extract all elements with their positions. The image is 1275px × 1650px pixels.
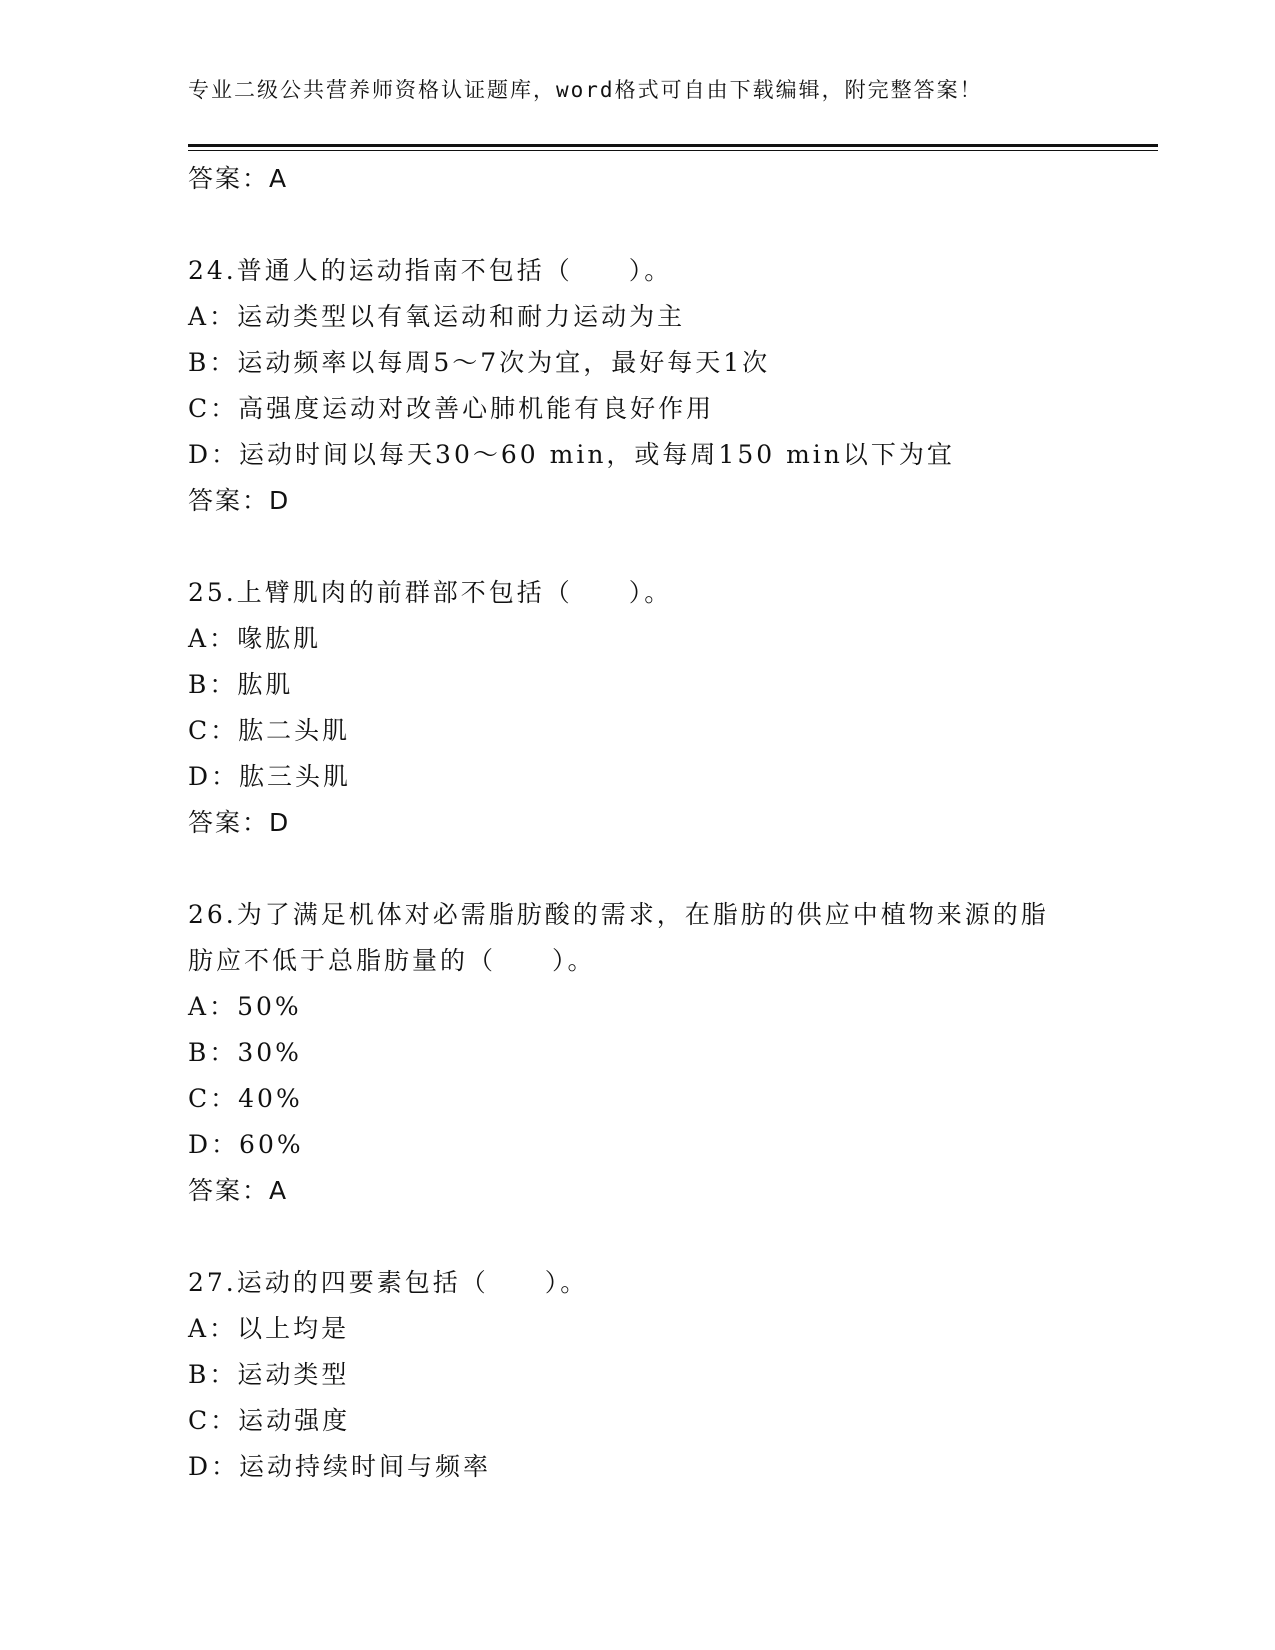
answer-line: 答案：A — [188, 164, 289, 193]
option-key: B： — [188, 1360, 238, 1389]
option-key: C： — [188, 394, 239, 423]
option-b — [188, 1030, 1128, 1076]
option-key: C： — [188, 716, 239, 745]
question-stem — [188, 248, 1128, 294]
option-d — [188, 1122, 1128, 1168]
question-number: 25. — [188, 578, 237, 607]
option-text: 高强度运动对改善心肺机能有良好作用 — [238, 394, 715, 423]
question-block — [188, 570, 1128, 846]
spacer — [188, 846, 1128, 892]
option-key: C： — [188, 1084, 239, 1113]
option-a — [188, 294, 1128, 340]
option-text: 50% — [237, 992, 302, 1021]
question-stem-text: 运动的四要素包括（ ）。 — [236, 1268, 589, 1297]
option-a — [188, 616, 1128, 662]
header-rule-thin — [188, 150, 1158, 151]
option-text: 运动类型 — [237, 1360, 350, 1389]
option-c — [188, 386, 1128, 432]
option-key: C： — [188, 1406, 239, 1435]
option-key: A： — [188, 1314, 238, 1343]
option-a — [188, 984, 1128, 1030]
option-c — [188, 708, 1128, 754]
question-number: 27. — [188, 1268, 237, 1297]
option-text: 以上均是 — [237, 1314, 350, 1343]
option-key: A： — [188, 624, 238, 653]
option-key: D： — [188, 1452, 240, 1481]
question-stem-text: 为了满足机体对必需脂肪酸的需求，在脂肪的供应中植物来源的脂 — [236, 900, 1049, 929]
option-key: B： — [188, 1038, 238, 1067]
option-key: D： — [188, 762, 240, 791]
option-b — [188, 1352, 1128, 1398]
answer-line: 答案：A — [188, 1176, 289, 1205]
option-text: 运动持续时间与频率 — [239, 1452, 492, 1481]
page-header: 专业二级公共营养师资格认证题库，word格式可自由下载编辑，附完整答案！ — [188, 78, 983, 102]
question-stem-text: 上臂肌肉的前群部不包括（ ）。 — [236, 578, 673, 607]
question-stem-text: 普通人的运动指南不包括（ ）。 — [236, 256, 673, 285]
option-key: D： — [188, 440, 240, 469]
option-b — [188, 340, 1128, 386]
question-number: 26. — [188, 900, 237, 929]
option-c — [188, 1076, 1128, 1122]
option-d — [188, 754, 1128, 800]
option-key: D： — [188, 1130, 240, 1159]
option-d — [188, 432, 1128, 478]
option-text: 肱三头肌 — [239, 762, 352, 791]
option-text: 喙肱肌 — [237, 624, 322, 653]
spacer — [188, 524, 1128, 570]
option-key: B： — [188, 670, 238, 699]
option-key: A： — [188, 302, 238, 331]
question-block — [188, 1260, 1128, 1490]
question-list — [188, 156, 1128, 1490]
question-number: 24. — [188, 256, 237, 285]
question-stem — [188, 570, 1128, 616]
option-text: 肱肌 — [237, 670, 294, 699]
option-text: 运动频率以每周5～7次为宜，最好每天1次 — [237, 348, 771, 377]
option-text: 运动强度 — [238, 1406, 351, 1435]
option-text: 30% — [237, 1038, 302, 1067]
option-d — [188, 1444, 1128, 1490]
option-key: B： — [188, 348, 238, 377]
header-rule-thick — [188, 144, 1158, 147]
option-text: 运动时间以每天30～60 min，或每周150 min以下为宜 — [239, 440, 955, 469]
option-b — [188, 662, 1128, 708]
question-stem-continued: 肪应不低于总脂肪量的（ ）。 — [188, 946, 596, 975]
question-stem — [188, 1260, 1128, 1306]
option-text: 60% — [239, 1130, 304, 1159]
option-text: 肱二头肌 — [238, 716, 351, 745]
answer-line: 答案：D — [188, 808, 291, 837]
answer-line: 答案：D — [188, 486, 291, 515]
option-a — [188, 1306, 1128, 1352]
option-key: A： — [188, 992, 238, 1021]
question-stem — [188, 892, 1128, 938]
option-text: 40% — [238, 1084, 303, 1113]
spacer — [188, 1214, 1128, 1260]
spacer — [188, 202, 1128, 248]
question-block — [188, 248, 1128, 524]
question-block — [188, 892, 1128, 1214]
option-c — [188, 1398, 1128, 1444]
option-text: 运动类型以有氧运动和耐力运动为主 — [237, 302, 686, 331]
